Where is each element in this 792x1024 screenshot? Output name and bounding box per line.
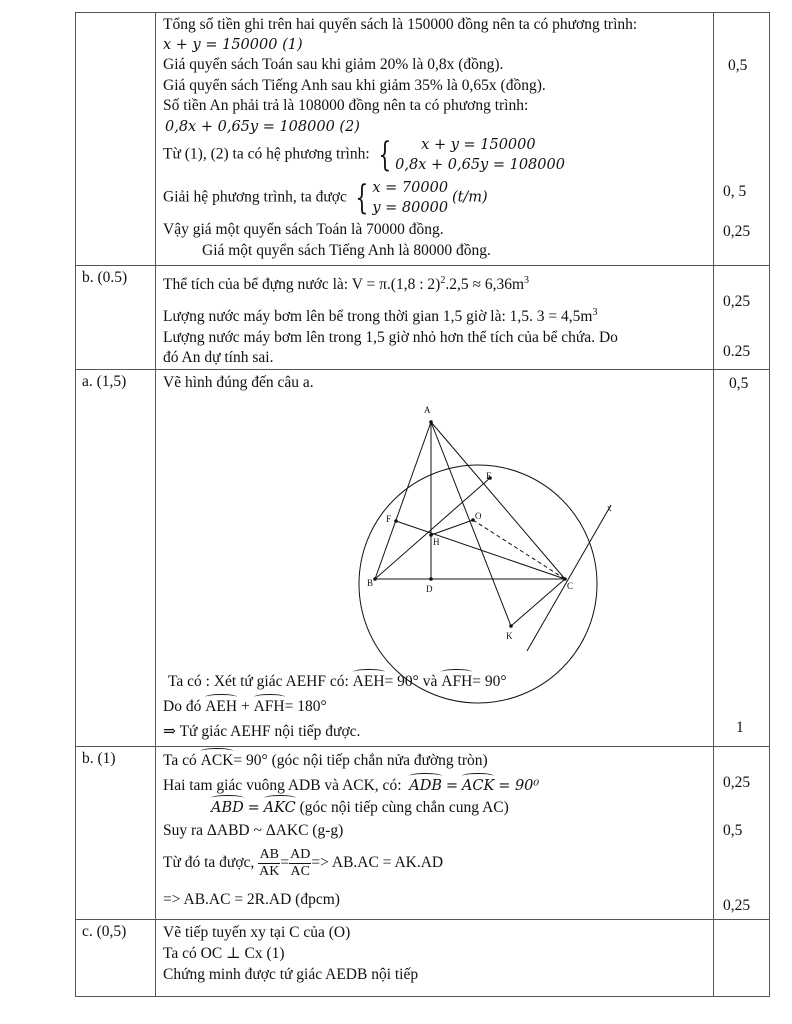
equation-2: 0,8x + 0,65y = 108000 (2): [165, 119, 360, 135]
points: 0, 5: [723, 183, 747, 200]
label-cell: b. (0.5): [76, 266, 156, 370]
label-b: B: [367, 578, 374, 588]
label-k: K: [506, 631, 513, 641]
points: 0.25: [723, 343, 751, 360]
solve-eq2: y = 80000: [372, 200, 449, 216]
brace-icon: {: [377, 135, 391, 175]
pump-line: Lượng nước máy bơm lên bể trong thời gian 1,5 giờ là: 1,5. $3 = 4,5m^3$: [163, 307, 598, 326]
line-paid: Số tiền An phải trả là 108000 đồng nên ta có phương trình:: [163, 97, 529, 114]
line-total-price: Tổng số tiền ghi trên hai quyển sách là 150000 đồng nên ta có phương trình:: [163, 16, 638, 33]
line-cyclic: Chứng minh được tứ giác AEDB nội tiếp: [163, 966, 419, 983]
content-cell: [156, 13, 714, 266]
conclusion-english: Giá một quyển sách Tiếng Anh là 80000 đồng.: [202, 242, 491, 259]
row-system-equations: [76, 13, 770, 266]
system-intro: Từ (1), (2) ta có hệ phương trình:: [163, 145, 370, 163]
line-ratio: Từ đó ta được, $\frac{AB}{AK}$ = $\frac{AD}{AC}$ => AB.AC = AK.AD: [163, 846, 444, 879]
label-a: A: [424, 405, 431, 415]
label-d: D: [426, 584, 433, 594]
proof-line-1: Ta có : Xét tứ giác AEHF có: AEH= 90° và AFH= 90°: [168, 673, 507, 690]
content-cell: [156, 920, 714, 997]
label-cell: c. (0,5): [76, 920, 156, 997]
label-h: H: [433, 537, 440, 547]
line-math-book: Giá quyển sách Toán sau khi giảm 20% là 0,8x (đồng).: [163, 56, 504, 73]
line-english-book: Giá quyển sách Tiếng Anh sau khi giảm 35% là 0,65x (đồng).: [163, 77, 546, 94]
points: 0,25: [723, 293, 751, 310]
brace-icon: {: [355, 178, 369, 218]
line-inscribed-angles: ABD = AKC (góc nội tiếp cùng chắn cung AC): [211, 799, 509, 816]
system-line: [163, 135, 565, 175]
volume-line: Thể tích của bể đựng nước là: V = π.(1,8 : $2)^2.2,5 \approx 6,36m^3$: [163, 275, 530, 294]
line-perpendicular: Ta có OC ⊥ Cx (1): [163, 945, 285, 962]
system-eq2: 0,8x + 0,65y = 108000: [395, 157, 565, 173]
solve-note: (t/m): [451, 189, 488, 206]
label-cell: b. (1): [76, 747, 156, 920]
compare-line-1: Lượng nước máy bơm lên trong 1,5 giờ nhỏ hơn thể tích của bể chứa. Do: [163, 329, 618, 346]
content-cell: [156, 747, 714, 920]
label-cell: a. (1,5): [76, 370, 156, 747]
row-part-c: [76, 920, 770, 997]
points: 0,5: [729, 375, 749, 392]
line-similar: Suy ra ΔABD ~ ΔAKC (g-g): [163, 822, 344, 839]
row-figure-part-a: [76, 370, 770, 747]
fraction: $\frac{AB}{AK}$: [259, 846, 280, 879]
grading-table: [75, 12, 770, 997]
points: 0,25: [723, 223, 751, 240]
content-cell: [156, 370, 714, 747]
line-right-triangles: Hai tam giác vuông ADB và ACK, có: ADB = ACK = 90⁰: [163, 777, 540, 794]
label-o: O: [475, 511, 482, 521]
points: 1: [736, 719, 744, 736]
line-ack: Ta có ACK= 90° (góc nội tiếp chắn nửa đường tròn): [163, 752, 488, 769]
points: 0,5: [723, 822, 743, 839]
row-volume: [76, 266, 770, 370]
proof-line-2: Do đó AEH + AFH= 180°: [163, 698, 327, 715]
figure-intro: Vẽ hình đúng đến câu a.: [163, 374, 314, 391]
row-part-b: [76, 747, 770, 920]
label-f: F: [386, 514, 392, 524]
solve-eq1: x = 70000: [372, 180, 449, 196]
points-cell: [714, 747, 770, 920]
points-cell: [714, 370, 770, 747]
circle-o: [359, 465, 597, 703]
fraction: $\frac{AD}{AC}$: [290, 846, 311, 879]
points: 0,25: [723, 774, 751, 791]
points: 0,5: [728, 57, 748, 74]
label-e: E: [486, 471, 492, 481]
solve-line: [163, 178, 488, 218]
solve-intro: Giải hệ phương trình, ta được: [163, 188, 347, 206]
line-conclusion: => AB.AC = 2R.AD (đpcm): [163, 891, 340, 908]
conclusion-math: Vậy giá một quyển sách Toán là 70000 đồng.: [163, 221, 444, 238]
points-cell: [714, 920, 770, 997]
system-eq1: x + y = 150000: [421, 137, 536, 153]
line-tangent: Vẽ tiếp tuyến xy tại C của (O): [163, 924, 351, 941]
proof-line-3: ⇒ Tứ giác AEHF nội tiếp được.: [163, 723, 361, 740]
label-c: C: [567, 581, 574, 591]
points: 0,25: [723, 897, 751, 914]
label-cell: [76, 13, 156, 266]
points-cell: [714, 13, 770, 266]
content-cell: [156, 266, 714, 370]
label-x: x: [607, 503, 612, 513]
compare-line-2: đó An dự tính sai.: [163, 349, 274, 366]
points-cell: [714, 266, 770, 370]
equation-1: x + y = 150000 (1): [163, 37, 303, 53]
